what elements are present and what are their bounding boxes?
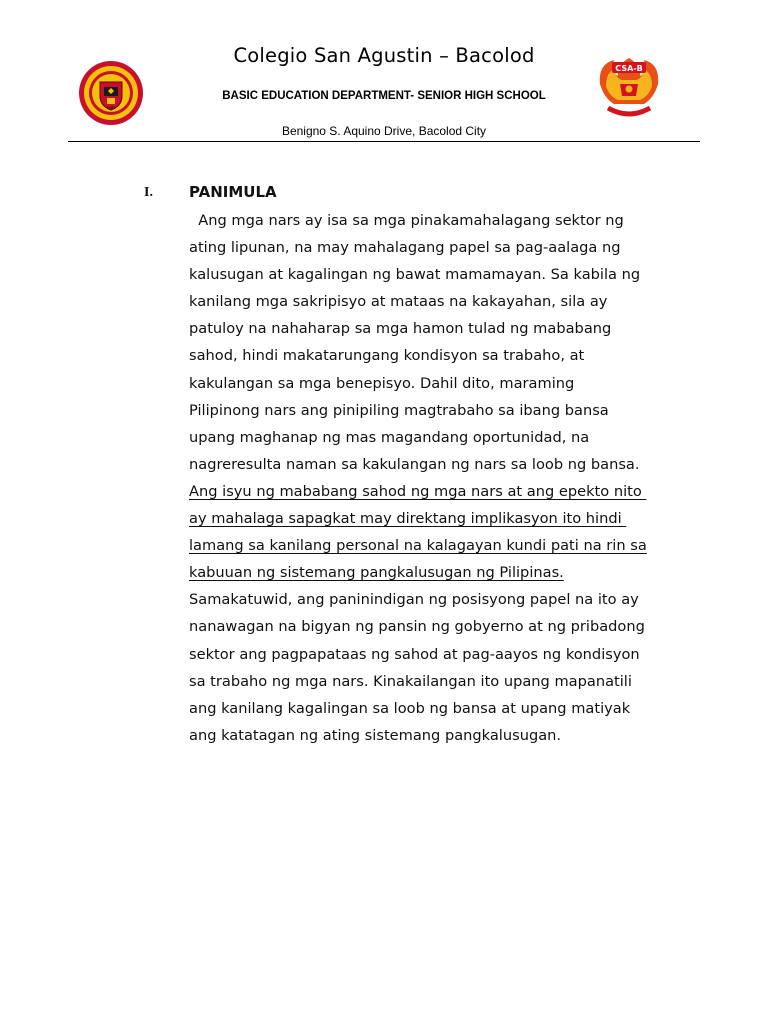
- thesis-line: lamang sa kanilang personal na kalagayan kundi pati na rin sa: [189, 537, 647, 555]
- thesis-line: kabuuan ng sistemang pangkalusugan ng Pilipinas.: [189, 564, 564, 582]
- paragraph-line: Samakatuwid, ang paninindigan ng posisyong papel na ito ay: [189, 591, 639, 609]
- paragraph-line: ating lipunan, na may mahalagang papel sa pag-aalaga ng: [189, 239, 621, 257]
- paragraph-line: sahod, hindi makatarungang kondisyon sa trabaho, at: [189, 347, 585, 365]
- paragraph-line: upang maghanap ng mas magandang oportunidad, na: [189, 428, 590, 446]
- phoenix-emblem-icon: [594, 54, 664, 120]
- paragraph-line: patuloy na nahaharap sa mga hamon tulad ng mababang: [189, 320, 612, 338]
- paragraph-line: ang katatagan ng ating sistemang pangkalusugan.: [189, 726, 562, 744]
- document-header: [0, 0, 768, 142]
- paragraph-line: kalusugan at kagalingan ng bawat mamamayan. Sa kabila ng: [189, 266, 641, 284]
- paragraph-line: Pilipinong nars ang pinipiling magtrabaho sa ibang bansa: [189, 401, 609, 419]
- section-title: PANIMULA: [189, 183, 277, 201]
- header-divider: [68, 141, 700, 142]
- paragraph-line: kanilang mga sakripisyo at mataas na kakayahan, sila ay: [189, 293, 608, 311]
- emblem-title: CSA-B: [615, 64, 643, 73]
- section-number: I.: [144, 185, 153, 200]
- paragraph-line: sektor ang pagpapataas ng sahod at pag-aayos ng kondisyon: [189, 645, 640, 663]
- paragraph-line: sa trabaho ng mga nars. Kinakailangan ito upang mapanatili: [189, 672, 632, 690]
- paragraph-line: nanawagan na bigyan ng pansin ng gobyerno at ng pribadong: [189, 618, 645, 636]
- paragraph-line: Ang mga nars ay isa sa mga pinakamahalagang sektor ng: [189, 212, 624, 229]
- paragraph-line: ang kanilang kagalingan sa loob ng bansa at upang matiyak: [189, 699, 631, 717]
- thesis-line: ay mahalaga sapagkat may direktang implikasyon ito hindi: [189, 510, 627, 528]
- school-address: Benigno S. Aquino Drive, Bacolod City: [281, 124, 487, 138]
- department-name: BASIC EDUCATION DEPARTMENT- SENIOR HIGH SCHOOL: [222, 90, 546, 102]
- school-name: Colegio San Agustin – Bacolod: [233, 44, 535, 67]
- thesis-line: Ang isyu ng mababang sahod ng mga nars at ang epekto nito: [189, 482, 647, 500]
- paragraph-line: nagreresulta naman sa kakulangan ng nars sa loob ng bansa.: [189, 455, 640, 473]
- section-body: [189, 207, 679, 749]
- paragraph-line: kakulangan sa mga benepisyo. Dahil dito, maraming: [189, 374, 575, 392]
- seal-year: 1962: [106, 106, 116, 110]
